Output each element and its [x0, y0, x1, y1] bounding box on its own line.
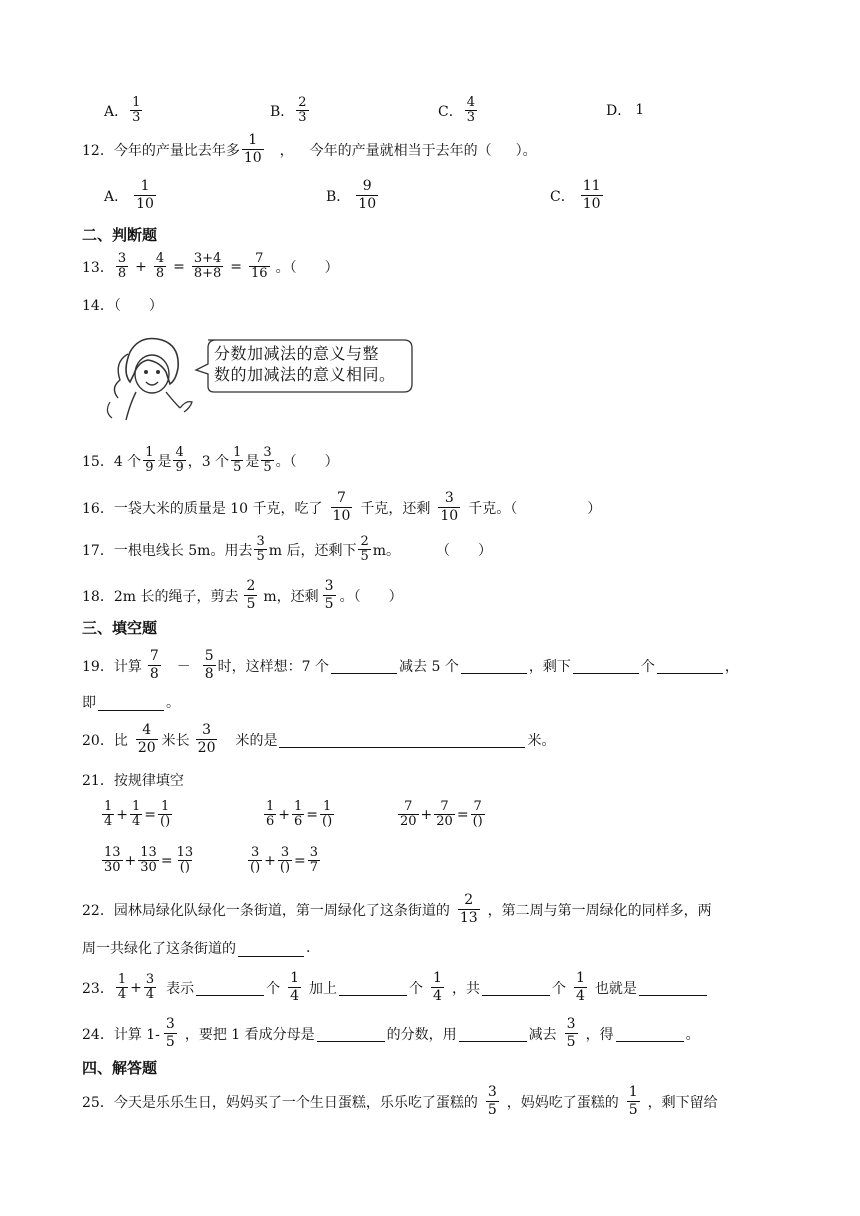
question-text: 表示 — [166, 980, 195, 997]
numerator: 3 — [256, 534, 265, 549]
fraction — [130, 800, 142, 829]
fraction — [431, 970, 444, 1005]
fraction — [203, 648, 216, 683]
question-text: ，要把 1 看成分母是 — [184, 1026, 315, 1043]
question-14: 14．（ ） — [82, 298, 163, 314]
question-text: 加上 — [309, 980, 338, 997]
numerator: 3 — [165, 1016, 175, 1032]
denominator: 4 — [290, 988, 300, 1004]
q11-option-b — [270, 96, 311, 125]
numerator: 7 — [473, 799, 482, 814]
denominator: 3 — [298, 110, 307, 125]
question-text: ，剩下留给 — [647, 1094, 718, 1111]
fraction — [130, 96, 142, 125]
question-24 — [82, 1016, 700, 1051]
fraction — [148, 648, 161, 683]
answer-blank[interactable] — [279, 731, 525, 748]
answer-blank[interactable] — [331, 657, 397, 674]
fraction — [143, 446, 155, 475]
numerator: 4 — [466, 95, 475, 110]
numerator: 5 — [204, 648, 214, 664]
equals-sign: = — [230, 258, 243, 275]
denominator: 5 — [360, 549, 369, 564]
question-text: 园林局绿化队绿化一条街道，第一周绿化了这条街道的 — [113, 902, 450, 919]
equals-sign: = — [160, 852, 173, 869]
question-22 — [82, 892, 712, 927]
answer-parens: 。（ ） — [275, 259, 339, 276]
fraction — [465, 96, 477, 125]
fraction — [116, 973, 128, 1002]
answer-blank[interactable] — [196, 979, 264, 996]
denominator-blank[interactable]: () — [160, 814, 171, 829]
fraction — [248, 846, 262, 875]
denominator: 6 — [294, 814, 303, 829]
speech-bubble-line-2: 数的加减法的意义相同。 — [214, 365, 396, 384]
fraction — [173, 446, 185, 475]
denominator: 4 — [145, 987, 155, 1002]
equals-sign: = — [306, 806, 319, 823]
question-text: 计算 — [113, 658, 142, 675]
numerator: 3 — [117, 251, 127, 266]
question-text: ， — [279, 142, 294, 159]
fraction — [136, 722, 158, 757]
numerator: 7 — [404, 799, 413, 814]
question-12 — [82, 132, 537, 167]
question-text: 一根电线长 5m。用去 — [113, 542, 253, 559]
answer-blank[interactable] — [616, 1025, 684, 1042]
fraction — [242, 132, 264, 167]
equals-sign: = — [144, 806, 157, 823]
question-text: 即 — [82, 695, 96, 711]
denominator: 5 — [256, 549, 265, 564]
plus-sign: + — [278, 806, 291, 823]
question-19-line-2 — [82, 692, 180, 712]
question-text: 今天是乐乐生日，妈妈买了一个生日蛋糕，乐乐吃了蛋糕的 — [113, 1094, 478, 1111]
option-letter: B． — [326, 188, 351, 205]
fraction — [164, 1016, 177, 1051]
denominator: 9 — [145, 460, 154, 475]
denominator: 5 — [246, 596, 256, 612]
numerator: 1 — [145, 445, 154, 460]
option-letter: A． — [104, 188, 129, 205]
numerator: 3 — [566, 1016, 576, 1032]
denominator: 20 — [137, 740, 156, 756]
fraction — [288, 970, 301, 1005]
question-text: 是 — [157, 453, 172, 470]
equals-sign: = — [294, 852, 306, 869]
section-heading-judgement: 二、判断题 — [82, 226, 158, 244]
speech-bubble-line-1: 分数加减法的意义与整 — [214, 344, 380, 363]
fraction — [244, 578, 257, 613]
fraction — [231, 446, 243, 475]
numerator: 11 — [582, 178, 601, 194]
fraction — [196, 722, 218, 757]
question-text: 。 — [166, 695, 180, 711]
answer-blank[interactable] — [639, 979, 707, 996]
question-text: 时，这样想：7 个 — [217, 658, 330, 675]
fraction — [398, 800, 419, 829]
fraction — [175, 846, 196, 875]
fraction — [581, 178, 603, 213]
fraction — [471, 800, 485, 829]
numerator: 3 — [145, 972, 155, 987]
option-letter: B． — [270, 103, 295, 120]
denominator: 10 — [332, 508, 351, 524]
fraction — [138, 846, 159, 875]
fraction — [116, 252, 128, 281]
plus-sign: + — [135, 258, 147, 275]
fraction — [320, 800, 334, 829]
numerator: 7 — [149, 648, 159, 664]
question-text: 米长 — [161, 732, 190, 749]
question-number: 19． — [82, 658, 114, 675]
fraction — [356, 178, 378, 213]
denominator: 3 — [132, 110, 141, 125]
pattern-equation — [246, 846, 322, 875]
question-text: 比 — [113, 732, 128, 749]
question-16 — [82, 490, 601, 525]
denominator-blank[interactable]: () — [179, 860, 190, 875]
numerator: 3 — [250, 845, 260, 860]
denominator: 4 — [104, 814, 113, 829]
fraction — [434, 800, 455, 829]
numerator: 4 — [142, 722, 152, 738]
question-text: m 后，还剩下 — [268, 542, 357, 559]
fraction — [154, 252, 166, 281]
numerator: 1 — [140, 178, 150, 194]
denominator: 8+8 — [193, 266, 222, 281]
denominator: 8 — [117, 266, 127, 281]
option-letter: D． — [606, 103, 632, 119]
fraction — [249, 252, 270, 281]
fraction — [278, 846, 292, 875]
question-text: ，3 个 — [187, 453, 230, 470]
fraction — [292, 800, 304, 829]
numerator: 3 — [487, 1084, 497, 1100]
question-text: 今年的产量比去年多 — [113, 142, 240, 159]
numerator: 2 — [464, 892, 474, 908]
denominator: 20 — [436, 814, 453, 829]
question-text: ，第二周与第一周绿化的同样多，两 — [487, 902, 712, 919]
question-text: ， — [724, 658, 739, 675]
question-number: 17． — [82, 542, 114, 559]
girl-illustration-icon — [100, 332, 200, 422]
fraction — [565, 1016, 578, 1051]
denominator: 10 — [358, 196, 377, 212]
numerator: 3 — [263, 445, 272, 460]
numerator: 3 — [309, 845, 319, 860]
question-text: 4 个 — [113, 453, 142, 470]
denominator: 20 — [400, 814, 417, 829]
denominator-blank[interactable]: () — [472, 814, 483, 829]
denominator-blank[interactable]: () — [250, 860, 261, 875]
denominator: 5 — [487, 1102, 497, 1118]
plus-sign: + — [124, 852, 137, 869]
fraction — [296, 96, 308, 125]
question-text: 的分数，用 — [386, 1026, 457, 1043]
plus-sign: + — [130, 979, 142, 996]
numerator: 1 — [160, 799, 170, 814]
option-letter: A． — [104, 103, 129, 120]
option-letter: C． — [438, 103, 463, 120]
pattern-equation — [100, 846, 197, 875]
question-text: ，妈妈吃了蛋糕的 — [506, 1094, 619, 1111]
fraction — [254, 535, 266, 564]
fraction — [458, 892, 480, 927]
question-21 — [82, 770, 184, 790]
numerator: 3+4 — [193, 251, 222, 266]
question-text: 减去 5 个 — [399, 658, 459, 675]
plus-sign: + — [264, 852, 276, 869]
question-19 — [82, 648, 739, 683]
fraction — [308, 846, 320, 875]
question-text: 按规律填空 — [113, 773, 184, 789]
question-text: 。 — [685, 1026, 700, 1043]
denominator: 10 — [243, 150, 262, 166]
question-text: 个 — [266, 980, 281, 997]
question-text: . — [306, 940, 311, 956]
denominator: 5 — [566, 1034, 576, 1050]
denominator: 4 — [575, 988, 585, 1004]
question-18 — [82, 578, 403, 613]
question-number: 24． — [82, 1026, 114, 1043]
denominator: 8 — [155, 266, 165, 281]
numerator: 3 — [324, 578, 334, 594]
question-number: 12． — [82, 142, 114, 159]
answer-blank[interactable] — [339, 979, 407, 996]
equals-sign: = — [456, 806, 469, 823]
denominator: 6 — [266, 814, 275, 829]
q12-option-c — [550, 178, 605, 213]
fraction — [331, 490, 353, 525]
pattern-equation — [262, 800, 336, 829]
question-13 — [82, 252, 339, 281]
fraction — [192, 252, 223, 281]
pattern-equation — [396, 800, 487, 829]
denominator: 8 — [149, 666, 159, 682]
answer-parens: （ ） — [436, 542, 493, 559]
question-number: 25． — [82, 1094, 114, 1111]
answer-blank[interactable] — [461, 657, 527, 674]
fraction — [102, 800, 114, 829]
question-text: 个 — [551, 980, 566, 997]
plus-sign: + — [116, 806, 129, 823]
answer-parens: 。（ ） — [339, 588, 403, 605]
denominator: 5 — [165, 1034, 175, 1050]
numerator: 3 — [202, 722, 212, 738]
denominator: 4 — [117, 987, 127, 1002]
numerator: 1 — [117, 972, 127, 987]
answer-blank[interactable] — [482, 979, 550, 996]
answer-blank[interactable] — [98, 694, 164, 711]
denominator: 9 — [175, 460, 184, 475]
minus-sign: － — [176, 658, 191, 675]
question-number: 23． — [82, 980, 114, 997]
fraction — [438, 490, 460, 525]
question-number: 13． — [82, 259, 114, 276]
denominator: 8 — [204, 666, 214, 682]
question-number: 22． — [82, 902, 114, 919]
numerator: 1 — [575, 970, 585, 986]
q14-illustration — [100, 332, 420, 422]
question-number: 21． — [82, 773, 114, 789]
denominator: 13 — [459, 910, 478, 926]
section-heading-answer: 四、解答题 — [82, 1059, 158, 1077]
question-text: 米。 — [527, 732, 556, 749]
question-text: ，剩下 — [528, 658, 571, 675]
question-text: 个 — [409, 980, 424, 997]
numerator: 1 — [628, 1084, 638, 1100]
question-text: 计算 1- — [113, 1026, 160, 1043]
question-text: m，还剩 — [263, 588, 319, 605]
numerator: 13 — [176, 845, 194, 860]
numerator: 13 — [104, 845, 121, 860]
section-heading-fill-in: 三、填空题 — [82, 619, 158, 637]
fraction — [358, 535, 370, 564]
fraction — [158, 800, 172, 829]
numerator: 4 — [155, 251, 165, 266]
question-text: 减去 — [528, 1026, 557, 1043]
q12-option-b — [326, 178, 380, 213]
question-text: 米的是 — [235, 732, 278, 749]
option-text: 1 — [635, 102, 645, 118]
question-number: 20． — [82, 732, 114, 749]
answer-blank[interactable] — [317, 1025, 385, 1042]
fraction — [264, 800, 276, 829]
q11-option-d — [606, 100, 644, 120]
denominator: 10 — [440, 508, 459, 524]
answer-parens: 。（ ） — [275, 453, 339, 470]
answer-blank[interactable] — [459, 1025, 527, 1042]
numerator: 7 — [337, 490, 346, 506]
denominator-blank[interactable]: () — [322, 814, 333, 829]
question-22-line-2 — [82, 938, 310, 958]
numerator: 1 — [248, 132, 258, 148]
denominator: 5 — [324, 596, 334, 612]
denominator-blank[interactable]: () — [279, 860, 291, 875]
question-text: 个 — [640, 658, 655, 675]
question-15 — [82, 446, 339, 475]
numerator: 1 — [132, 799, 141, 814]
numerator: 1 — [290, 970, 300, 986]
fraction — [144, 973, 156, 1002]
question-17 — [82, 535, 492, 564]
numerator: 2 — [360, 534, 369, 549]
numerator: 9 — [362, 178, 372, 194]
answer-blank[interactable] — [657, 657, 723, 674]
answer-parens: 千克。（ ） — [468, 500, 602, 517]
question-text: 千克，还剩 — [360, 500, 431, 517]
numerator: 1 — [322, 799, 332, 814]
numerator: 1 — [294, 799, 303, 814]
answer-blank[interactable] — [573, 657, 639, 674]
option-letter: C． — [550, 188, 575, 205]
numerator: 1 — [266, 799, 275, 814]
question-25 — [82, 1084, 718, 1119]
question-text: 是 — [245, 453, 260, 470]
question-number: 16． — [82, 500, 114, 517]
denominator: 10 — [136, 196, 154, 212]
fraction — [574, 970, 587, 1005]
q11-option-a — [104, 96, 144, 125]
numerator: 3 — [444, 490, 454, 506]
denominator: 30 — [140, 860, 157, 875]
numerator: 13 — [140, 845, 157, 860]
q11-option-c — [438, 96, 479, 125]
numerator: 3 — [280, 845, 290, 860]
numerator: 1 — [433, 970, 442, 986]
numerator: 7 — [255, 251, 264, 266]
equals-sign: = — [173, 258, 185, 275]
denominator: 7 — [309, 860, 319, 875]
fraction — [102, 846, 123, 875]
denominator: 4 — [132, 814, 141, 829]
question-text: 也就是 — [594, 980, 637, 997]
question-text: 2m 长的绳子，剪去 — [113, 588, 239, 605]
plus-sign: + — [420, 806, 433, 823]
denominator: 4 — [433, 988, 442, 1004]
numerator: 1 — [104, 799, 113, 814]
question-text: m。 — [372, 542, 401, 559]
answer-blank[interactable] — [238, 940, 304, 957]
numerator: 2 — [298, 95, 307, 110]
question-text: 周一共绿化了这条街道的 — [82, 941, 236, 957]
question-text: ）。 — [515, 142, 537, 159]
denominator: 16 — [251, 266, 268, 281]
fraction — [627, 1084, 640, 1119]
numerator: 1 — [132, 95, 141, 110]
question-text: 一袋大米的质量是 10 千克，吃了 — [113, 500, 323, 517]
pattern-equation — [100, 800, 174, 829]
fraction — [323, 578, 336, 613]
fraction — [134, 178, 156, 213]
denominator: 5 — [628, 1102, 638, 1118]
question-text: 今年的产量就相当于去年的（ — [309, 142, 492, 159]
denominator: 30 — [104, 860, 121, 875]
numerator: 2 — [246, 578, 256, 594]
denominator: 5 — [263, 460, 272, 475]
denominator: 3 — [466, 110, 475, 125]
denominator: 10 — [582, 196, 601, 212]
question-23 — [82, 970, 709, 1005]
fraction — [261, 446, 273, 475]
question-number: 18． — [82, 588, 114, 605]
fraction — [486, 1084, 499, 1119]
denominator: 20 — [197, 740, 216, 756]
denominator: 5 — [233, 460, 242, 475]
question-text: ，共 — [451, 980, 480, 997]
question-number: 15． — [82, 453, 114, 470]
q12-option-a — [104, 178, 158, 213]
numerator: 7 — [440, 799, 449, 814]
numerator: 4 — [175, 445, 184, 460]
question-text: ，得 — [585, 1026, 614, 1043]
numerator: 1 — [233, 445, 242, 460]
question-20 — [82, 722, 555, 757]
